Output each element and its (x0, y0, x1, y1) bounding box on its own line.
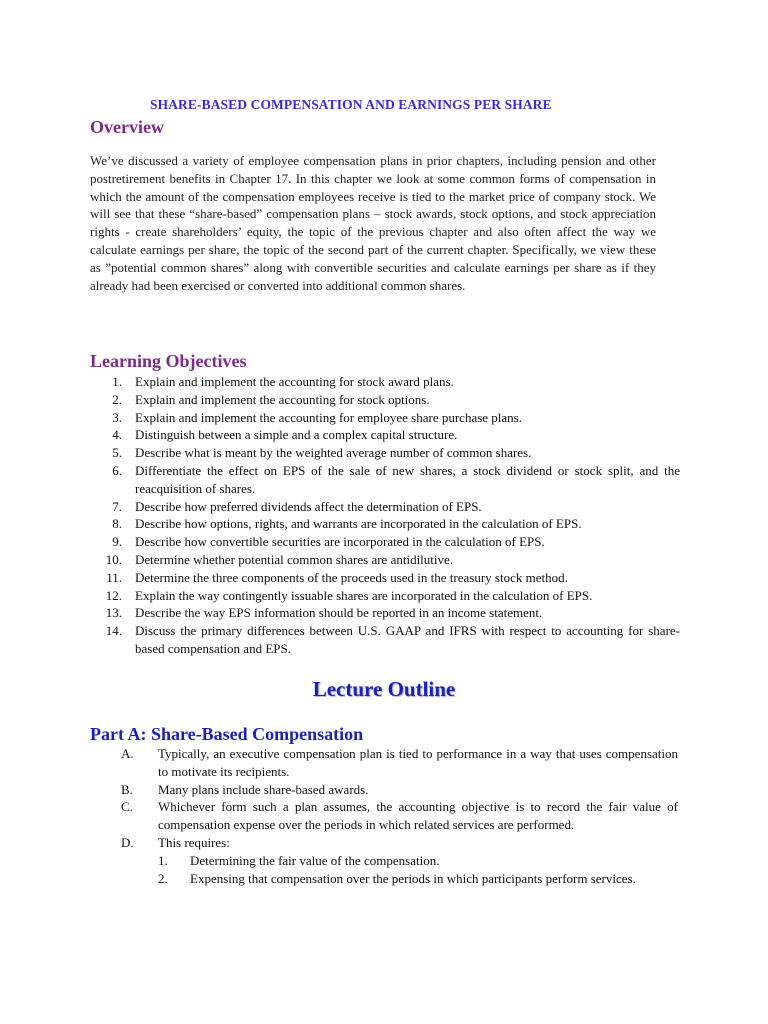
document-title: SHARE-BASED COMPENSATION AND EARNINGS PER SHARE (150, 97, 552, 112)
objective-item: 7. Describe how preferred dividends affect the determination of EPS. (112, 498, 482, 514)
outline-sub-list (158, 852, 678, 888)
objective-item: 13. Describe the way EPS information should be reported in an income statement. (105, 605, 543, 621)
objective-item: 3. Explain and implement the accounting for employee share purchase plans. (112, 409, 522, 425)
outline-item: B. Many plans include share-based awards. (121, 781, 369, 797)
lecture-outline-title: Lecture Outline (312, 677, 456, 701)
objective-item: 12. Explain the way contingently issuable shares are incorporated in the calculation of EPS. (105, 587, 593, 603)
objective-item: 11. Determine the three components of the proceeds used in the treasury stock method. (106, 569, 568, 585)
objective-item: 9. Describe how convertible securities are incorporated in the calculation of EPS. (112, 534, 545, 550)
objective-item: 14. Discuss the primary differences between U.S. GAAP and IFRS with respect to accounting for share-based compensation and EPS. (105, 623, 680, 656)
objective-item: 5. Describe what is meant by the weighted average number of common shares. (112, 445, 532, 461)
objective-item: 6. Differentiate the effect on EPS of the sale of new shares, a stock dividend or stock split, and the reacquisition of shares. (112, 462, 680, 496)
objective-item: 8. Describe how options, rights, and warrants are incorporated in the calculation of EPS. (112, 516, 582, 532)
outline-item: A. Typically, an executive compensation plan is tied to performance in a way that uses compensation to motivate its recipients. (121, 746, 678, 779)
objective-item: 10. Determine whether potential common shares are antidilutive. (105, 551, 454, 567)
outline-sub-item: 2. Expensing that compensation over the periods in which participants perform services. (158, 870, 636, 886)
overview-paragraph: We’ve discussed a variety of employee compensation plans in prior chapters, including pension and other postretirement benefits in Chapter 17. In this chapter we look at some common forms of compensation in which the amount of the compensation employees receive is tied to the market price of company stock. We will see that these “share-based” compensation plans – stock awards, stock options, and stock appreciation rights - create shareholders’ equity, the topic of the previous chapter and also often affect the way we calculate earnings per share, the topic of the second part of the current chapter. Specifically, we view these as ”potential common shares” along with convertible securities and calculate earnings per share as if they already had been exercised or converted into additional common shares. (90, 153, 656, 293)
outline-sub-item: 1. Determining the fair value of the compensation. (158, 852, 440, 868)
outline-item: D. This requires: 1. Determining the fair value of the compensation. 2. Expensing that compensation over the periods in which participants perform services. (121, 834, 678, 887)
objective-item: 1. Explain and implement the accounting for stock award plans. (112, 374, 454, 389)
objective-item: 4. Distinguish between a simple and a complex capital structure. (112, 427, 458, 443)
learning-objectives-heading: Learning Objectives (90, 351, 247, 371)
part-a-outline (121, 745, 678, 887)
outline-item: C. Whichever form such a plan assumes, the accounting objective is to record the fair value of compensation expense over the periods in which related services are performed. (121, 799, 678, 833)
overview-heading: Overview (90, 117, 164, 137)
objective-item: 2. Explain and implement the accounting for stock options. (112, 391, 430, 407)
learning-objectives-list (90, 373, 680, 658)
part-a-heading: Part A: Share-Based Compensation (90, 724, 364, 744)
